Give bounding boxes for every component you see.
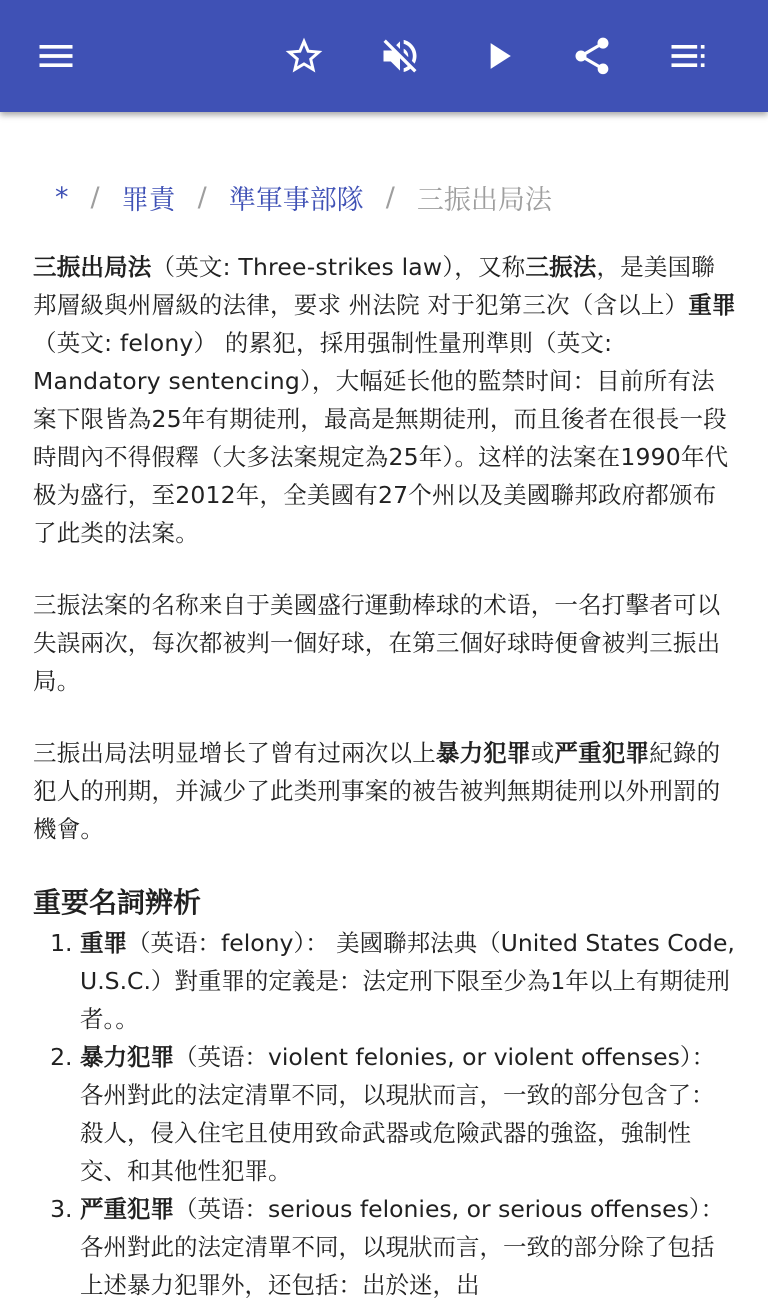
breadcrumb-item-paramilitary[interactable]: 準軍事部隊 bbox=[228, 184, 364, 216]
definition-text: （英语：serious felonies, or serious offenses）： 各州對此的法定清單不同，以現狀而言，一致的部分除了包括上述暴力犯罪外，还包括：岀於迷，岀 bbox=[80, 1195, 725, 1299]
contents-button[interactable] bbox=[660, 28, 716, 84]
term-violent-crime: 暴力犯罪 bbox=[435, 739, 531, 767]
definition-text: （英语：felony）： 美國聯邦法典（United States Code, U.S.C.）對重罪的定義是：法定刑下限至少為1年以上有期徒刑者。。 bbox=[80, 929, 735, 1033]
breadcrumb-separator: / bbox=[90, 181, 100, 213]
text-span: （英文: felony） 的累犯，採用强制性量刑準則（英文: Mandatory sentencing），大幅延长他的監禁时间：目前所有法案下限皆為25年有期徒刑，最高是無期徒刑，而且後者在很長一段時間內不得假釋（大多法案規定為25年）。这样的法案在1990年代极为盛行，至2012年，全美國有27个州以及美國聯邦政府都颁布了此类的法案。 bbox=[33, 329, 729, 547]
term-three-strikes-law: 三振出局法 bbox=[33, 253, 152, 281]
text-span: （英文: Three-strikes law），又称 bbox=[151, 253, 526, 281]
text-span: ，是美国聯邦層級與州層級的法律，要求 州法院 对于犯第三次（含以上） bbox=[33, 253, 715, 319]
playlist-icon bbox=[666, 34, 710, 78]
share-button[interactable] bbox=[564, 28, 620, 84]
definition-term: 重罪 bbox=[80, 929, 127, 957]
term-serious-crime: 严重犯罪 bbox=[554, 739, 650, 767]
volume-off-icon bbox=[378, 34, 422, 78]
list-item bbox=[80, 924, 737, 1038]
section-heading: 重要名詞辨析 bbox=[33, 886, 202, 919]
app-toolbar bbox=[0, 0, 768, 112]
definition-list bbox=[33, 924, 737, 1304]
origin-paragraph: 三振法案的名称来自于美國盛行運動棒球的术语，一名打擊者可以失誤兩次，每次都被判一個好球，在第三個好球時便會被判三振出局。 bbox=[33, 591, 721, 695]
term-three-strikes: 三振法 bbox=[525, 253, 597, 281]
intro-paragraph bbox=[33, 248, 737, 552]
hamburger-menu-icon bbox=[34, 34, 78, 78]
breadcrumb-separator: / bbox=[385, 181, 395, 213]
play-button[interactable] bbox=[470, 28, 526, 84]
text-span: 紀錄的犯人的刑期，并減少了此类刑事案的被告被判無期徒刑以外刑罰的機會。 bbox=[33, 739, 721, 843]
star-icon bbox=[282, 34, 326, 78]
definition-term: 暴力犯罪 bbox=[80, 1043, 174, 1071]
definition-term: 严重犯罪 bbox=[80, 1195, 174, 1223]
definition-text: （英语：violent felonies, or violent offenses）： 各州對此的法定清單不同，以現狀而言，一致的部分包含了：殺人，侵入住宅且使用致命武器或危險武器的強盜，強制性交、和其他性犯罪。 bbox=[80, 1043, 716, 1185]
play-icon bbox=[476, 34, 520, 78]
share-icon bbox=[570, 34, 614, 78]
effect-paragraph bbox=[33, 734, 737, 848]
breadcrumb-current: 三振出局法 bbox=[416, 184, 552, 216]
text-span: 三振出局法明显增长了曾有过兩次以上 bbox=[33, 739, 436, 767]
text-span: 或 bbox=[530, 739, 555, 767]
breadcrumb-separator: / bbox=[197, 181, 207, 213]
bookmark-button[interactable] bbox=[276, 28, 332, 84]
breadcrumb bbox=[33, 174, 737, 220]
breadcrumb-item-root[interactable]: * bbox=[55, 181, 69, 213]
list-item bbox=[80, 1190, 737, 1304]
article-content bbox=[33, 112, 737, 1304]
term-felony: 重罪 bbox=[688, 291, 736, 319]
mute-button[interactable] bbox=[372, 28, 428, 84]
breadcrumb-item-crime[interactable]: 罪責 bbox=[121, 184, 176, 216]
menu-button[interactable] bbox=[28, 28, 84, 84]
list-item bbox=[80, 1038, 737, 1190]
